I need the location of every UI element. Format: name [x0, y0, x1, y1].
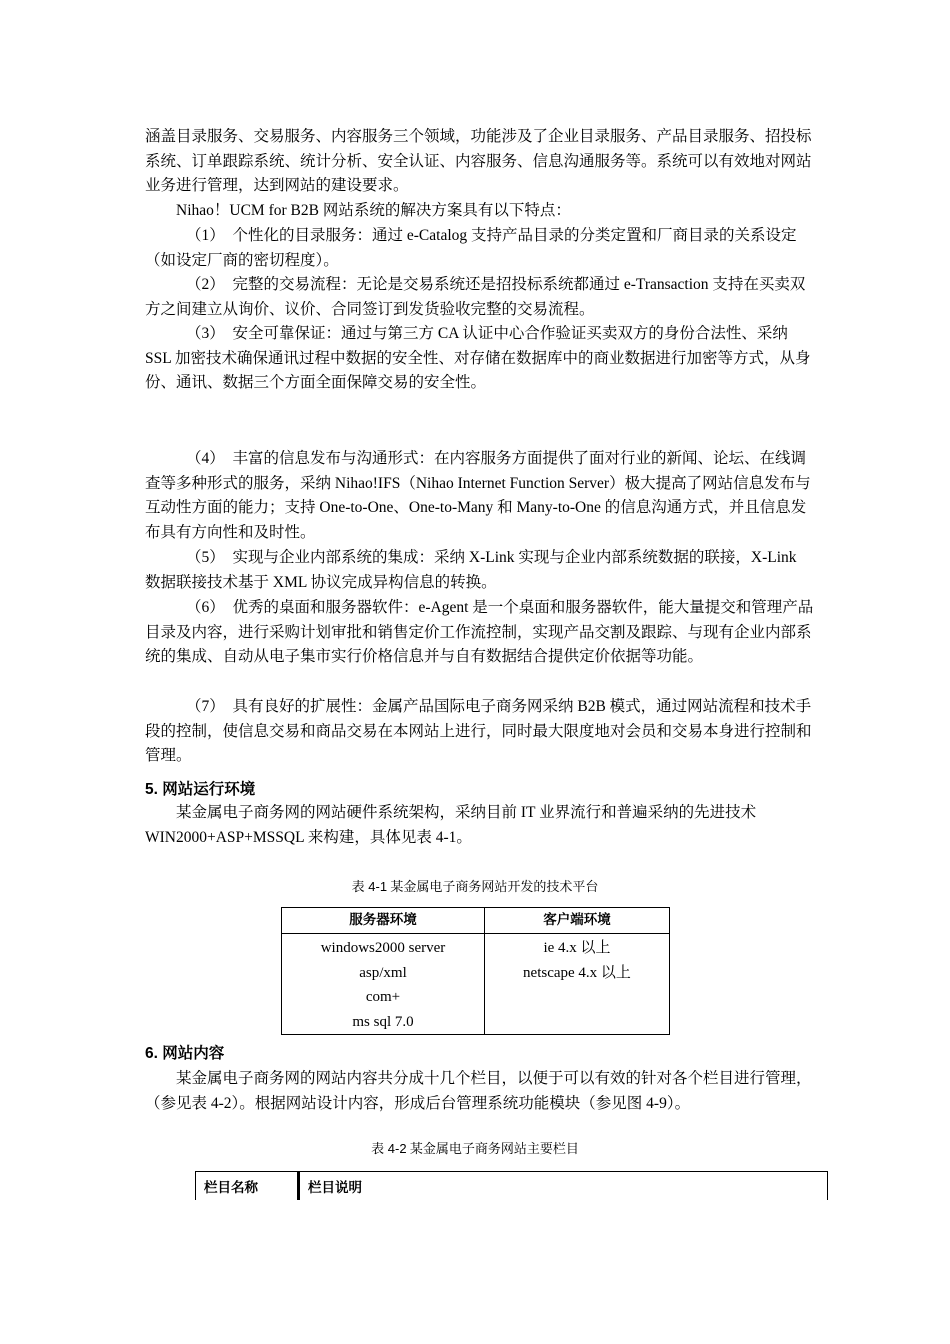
- table-1-caption-number: 表 4-1: [351, 879, 388, 894]
- column-name-header: 栏目名称: [196, 1172, 299, 1201]
- content-paragraph: 某金属电子商务网的网站内容共分成十几个栏目，以便于可以有效的针对各个栏目进行管理，（参见表 4-2）。根据网站设计内容，形成后台管理系统功能模块（参见图 4-9）。: [145, 1070, 812, 1112]
- feature-item-1: （1） 个性化的目录服务：通过 e-Catalog 支持产品目录的分类定置和厂商目录的关系设定（如设定厂商的密切程度）。: [145, 227, 797, 269]
- main-columns-table: [195, 1171, 828, 1200]
- section-5-heading: [145, 777, 255, 799]
- section-6-heading: [145, 1041, 224, 1063]
- server-env-cell: [282, 934, 485, 1035]
- server-env-item: windows2000 server: [320, 940, 446, 956]
- table-1-caption: [0, 876, 950, 895]
- table-header-row: [196, 1172, 828, 1201]
- table-1-caption-text: 某金属电子商务网站开发的技术平台: [390, 879, 599, 894]
- section-6-title: 网站内容: [162, 1045, 225, 1062]
- features-lead-paragraph: Nihao！UCM for B2B 网站系统的解决方案具有以下特点：: [176, 202, 571, 219]
- environment-paragraph: 某金属电子商务网的网站硬件系统架构，采纳目前 IT 业界流行和普遍采纳的先进技术 WIN2000+ASP+MSSQL 来构建，具体见表 4-1。: [145, 804, 757, 846]
- server-env-item: ms sql 7.0: [352, 1013, 414, 1030]
- server-env-header: 服务器环境: [282, 908, 485, 934]
- feature-item-7: （7） 具有良好的扩展性：金属产品国际电子商务网采纳 B2B 模式，通过网站流程和技术手段的控制，使信息交易和商品交易在本网站上进行，同时最大限度地对会员和交易本身进行控制和管理。: [145, 698, 812, 765]
- section-5-title: 网站运行环境: [162, 781, 256, 798]
- feature-item-5: （5） 实现与企业内部系统的集成：采纳 X-Link 实现与企业内部系统数据的联接，X-Link 数据联接技术基于 XML 协议完成异构信息的转换。: [145, 549, 797, 591]
- section-5-number: 5.: [145, 781, 158, 798]
- client-env-item: netscape 4.x 以上: [523, 964, 631, 981]
- feature-item-3: （3） 安全可靠保证：通过与第三方 CA 认证中心合作验证买卖双方的身份合法性、采纳 SSL 加密技术确保通讯过程中数据的安全性、对存储在数据库中的商业数据进行加密等方式，从身份、通讯、数据三个方面全面保障交易的安全性。: [145, 325, 811, 392]
- table-2-caption-number: 表 4-2: [371, 1141, 407, 1156]
- client-env-item: ie 4.x 以上: [543, 940, 611, 956]
- table-header-row: [282, 908, 670, 934]
- table-row: [282, 934, 670, 1035]
- server-env-item: asp/xml: [359, 964, 407, 981]
- tech-platform-table: [281, 907, 670, 1035]
- section-6-number: 6.: [145, 1045, 158, 1062]
- column-description-header: 栏目说明: [299, 1172, 828, 1201]
- feature-item-6: （6） 优秀的桌面和服务器软件：e-Agent 是一个桌面和服务器软件，能大量提交和管理产品目录及内容，进行采购计划审批和销售定价工作流控制，实现产品交割及跟踪、与现有企业内部系统的集成、自动从电子集市实行价格信息并与自有数据结合提供定价依据等功能。: [145, 599, 814, 666]
- client-env-cell: [485, 934, 670, 1035]
- table-2-caption-text: 某金属电子商务网站主要栏目: [409, 1141, 579, 1156]
- client-env-header: 客户端环境: [485, 908, 670, 934]
- feature-item-2: （2） 完整的交易流程：无论是交易系统还是招投标系统都通过 e-Transaction 支持在买卖双方之间建立从询价、议价、合同签订到发货验收完整的交易流程。: [145, 276, 806, 318]
- intro-paragraph: 涵盖目录服务、交易服务、内容服务三个领域，功能涉及了企业目录服务、产品目录服务、招投标系统、订单跟踪系统、统计分析、安全认证、内容服务、信息沟通服务等。系统可以有效地对网站业务进行管理，达到网站的建设要求。: [145, 128, 812, 195]
- table-2-caption: [0, 1138, 950, 1157]
- server-env-item: com+: [365, 989, 401, 1006]
- feature-item-4: （4） 丰富的信息发布与沟通形式：在内容服务方面提供了面对行业的新闻、论坛、在线调查等多种形式的服务，采纳 Nihao!IFS（Nihao Internet Function Server）极大提高了网站信息发布与互动性方面的能力；支持 One-to-One、One-to-Many 和 Many-to-One 的信息沟通方式，并且信息发布具有方向性和及时性。: [145, 450, 811, 541]
